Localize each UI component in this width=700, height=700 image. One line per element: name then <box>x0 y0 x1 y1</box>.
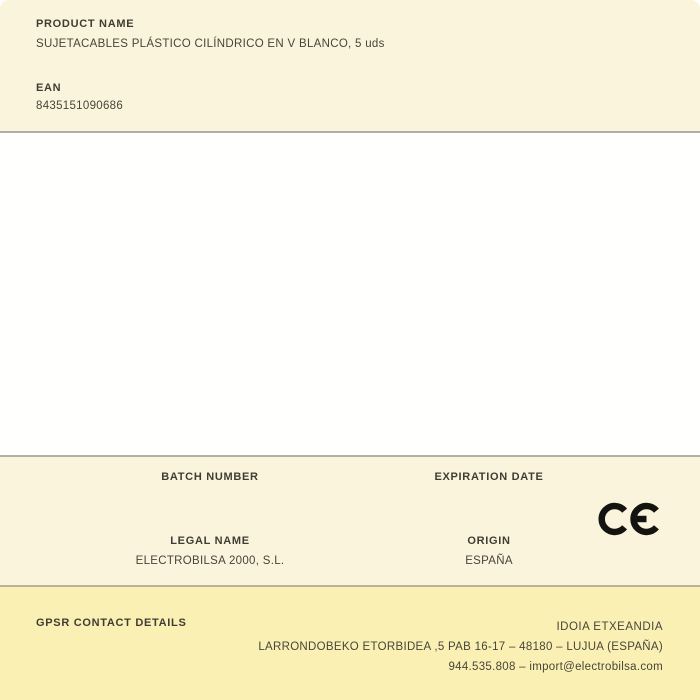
details-section <box>0 457 700 587</box>
gpsr-contact-block <box>258 617 663 677</box>
legal-name-label: LEGAL NAME <box>170 535 250 547</box>
gpsr-contact-name: IDOIA ETXEANDIA <box>556 621 663 633</box>
ean-value: 8435151090686 <box>36 100 124 112</box>
expiration-date-label: EXPIRATION DATE <box>434 471 544 483</box>
product-name-label: PRODUCT NAME <box>36 18 135 30</box>
origin-value: ESPAÑA <box>465 555 513 567</box>
gpsr-contact-label: GPSR CONTACT DETAILS <box>36 617 187 629</box>
origin-label: ORIGIN <box>467 535 511 547</box>
ean-label: EAN <box>36 82 62 94</box>
ce-mark-icon <box>597 493 663 545</box>
product-name-value: SUJETACABLES PLÁSTICO CILÍNDRICO EN V BLANCO, 5 uds <box>36 38 385 50</box>
product-image-panel <box>0 131 700 457</box>
batch-number-label: BATCH NUMBER <box>161 471 259 483</box>
gpsr-phone-email: 944.535.808 – import@electrobilsa.com <box>448 661 663 673</box>
product-info-section <box>0 0 700 131</box>
gpsr-address: LARRONDOBEKO ETORBIDEA ,5 PAB 16-17 – 48180 – LUJUA (ESPAÑA) <box>258 641 663 653</box>
gpsr-section <box>0 587 700 700</box>
legal-name-value: ELECTROBILSA 2000, S.L. <box>135 555 285 567</box>
